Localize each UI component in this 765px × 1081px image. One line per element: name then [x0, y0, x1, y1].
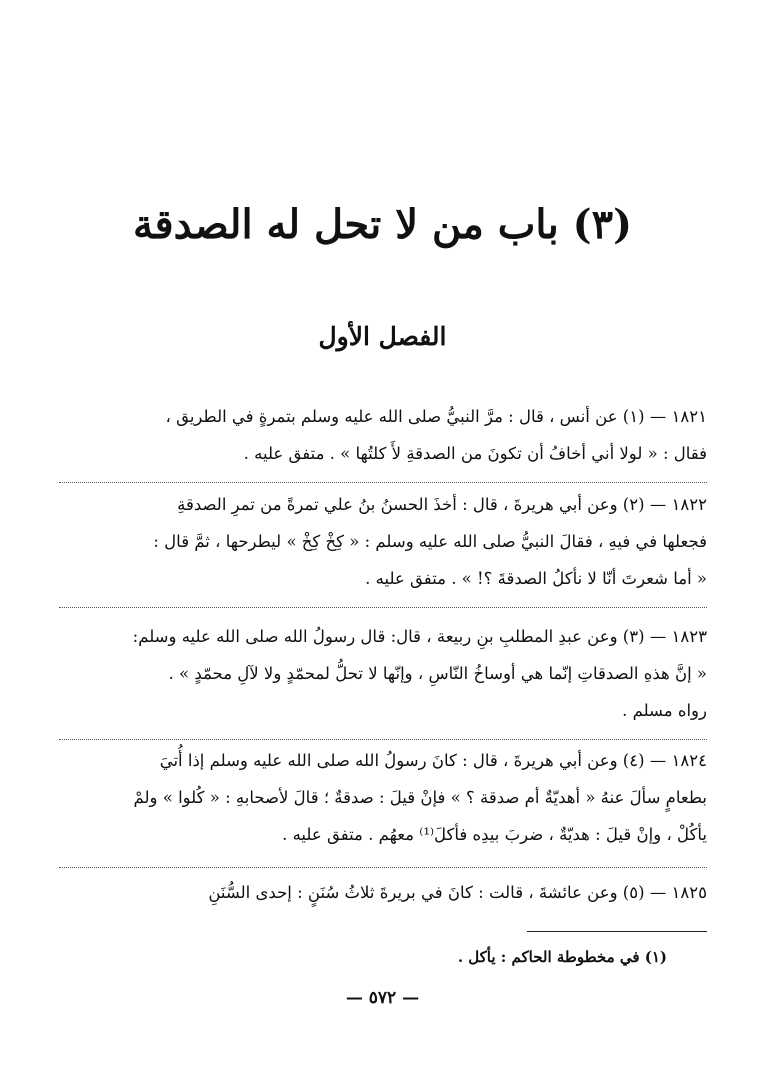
hadith-line: ١٨٢٢ — (٢) وعن أبي هريرةَ ، قال : أخذَ الحسنُ بنُ علي تمرةً من تمرِ الصدقةِ	[177, 495, 707, 514]
chapter-title: (٣) باب من لا تحل له الصدقة	[133, 201, 632, 248]
hadith-line: ١٨٢٤ — (٤) وعن أبي هريرةَ ، قال : كانَ رسولُ الله صلى الله عليه وسلم إذا أُتيَ	[159, 751, 707, 770]
hadith-line: فجعلها في فيهِ ، فقالَ النبيُّ صلى الله عليه وسلم : « كِخْ كِخْ » ليطرحها ، ثمَّ قال :	[153, 532, 707, 551]
hadith-1824	[59, 742, 707, 853]
page-number: — ٥٧٢ —	[345, 988, 420, 1008]
footnote-rule	[527, 931, 707, 932]
section-title: الفصل الأول	[318, 322, 447, 351]
hadith-separator	[59, 867, 707, 869]
hadith-line: رواه مسلم .	[622, 701, 707, 720]
hadith-line: ١٨٢٥ — (٥) وعن عائشةَ ، قالت : كانَ في بريرةَ ثلاثُ سُنَنٍ : إحدى السُّنَنِ	[208, 883, 707, 902]
hadith-line: ١٨٢٣ — (٣) وعن عبدِ المطلبِ بنِ ربيعة ، قال: قال رسولُ الله صلى الله عليه وسلم:	[132, 627, 707, 646]
hadith-line: بطعامٍ سألَ عنهُ « أهديّةٌ أم صدقة ؟ » فإنْ قيلَ : صدقةٌ ؛ قالَ لأصحابهِ : « كُلوا » ولمْ	[133, 788, 707, 807]
hadith-1825	[59, 874, 707, 911]
hadith-separator	[59, 607, 707, 609]
hadith-separator	[59, 482, 707, 484]
hadith-line: « أما شعرتَ أنّا لا نأكلُ الصدقةَ ؟! » . متفق عليه .	[365, 569, 707, 588]
hadith-line: يأكُلْ ، وإنْ قيلَ : هديّةٌ ، ضربَ بيدِه فأكلَ⁽¹⁾ معهُم . متفق عليه .	[282, 825, 707, 844]
hadith-1822	[59, 486, 707, 597]
hadith-line: فقال : « لولا أني أخافُ أن تكونَ من الصدقةِ لأَ كلتُها » . متفق عليه .	[243, 444, 707, 463]
hadith-1823	[59, 618, 707, 729]
hadith-line: « إنَّ هذهِ الصدقاتِ إنّما هي أوساخُ النّاسِ ، وإنّها لا تحلُّ لمحمّدٍ ولا لآلِ محمّدٍ » .	[168, 664, 707, 683]
hadith-1821	[59, 398, 707, 472]
hadith-line: ١٨٢١ — (١) عن أنس ، قال : مرَّ النبيُّ صلى الله عليه وسلم بتمرةٍ في الطريق ،	[165, 407, 707, 426]
footnote: (١) في مخطوطة الحاكم : يأكل .	[457, 948, 667, 966]
hadith-separator	[59, 739, 707, 741]
